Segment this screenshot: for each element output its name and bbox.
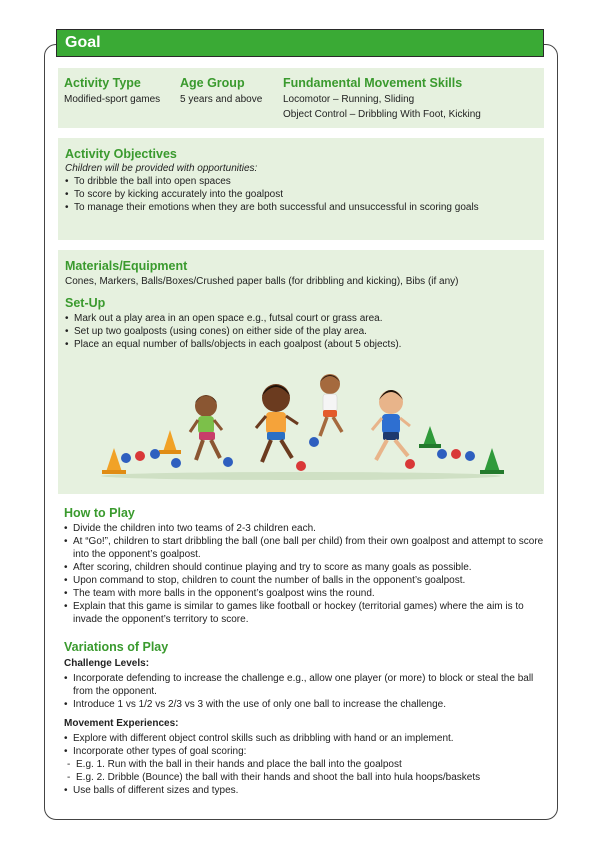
list-item: • To score by kicking accurately into the goalpost (65, 188, 537, 201)
objectives-panel (58, 138, 544, 240)
cone-icon (419, 426, 441, 448)
materials-text: Cones, Markers, Balls/Boxes/Crushed paper balls (for dribbling and kicking), Bibs (if any) (65, 276, 459, 287)
list-item: • Explore with different object control skills such as dribbling with hand or an implement. (64, 732, 544, 745)
list-item: • The team with more balls in the opponent’s goalpost wins the round. (64, 587, 544, 600)
how-to-play-list (64, 522, 544, 626)
setup-heading: Set-Up (65, 296, 106, 310)
ground-line (101, 472, 501, 480)
ball-icon (437, 449, 447, 459)
fms-line: Object Control – Dribbling With Foot, Kicking (283, 109, 481, 120)
play-illustration (66, 366, 536, 486)
ball-icon (309, 437, 319, 447)
ball-icon (135, 451, 145, 461)
objectives-list (65, 175, 537, 214)
activity-type-block (64, 76, 160, 106)
child-figure (372, 390, 410, 460)
age-group-block (180, 76, 262, 106)
setup-panel (58, 250, 544, 494)
list-item: • Upon command to stop, children to count the number of balls in the opponent’s goalpost. (64, 574, 544, 587)
activity-type-value: Modified-sport games (64, 94, 161, 105)
activity-type-label: Activity Type (64, 76, 141, 90)
challenge-list (64, 672, 544, 711)
movement-heading: Movement Experiences: (64, 718, 179, 729)
list-item: • Use balls of different sizes and types. (64, 784, 544, 797)
movement-list (64, 732, 544, 797)
setup-list (65, 312, 537, 351)
cone-icon (480, 448, 504, 474)
materials-heading: Materials/Equipment (65, 259, 188, 273)
how-to-play-section (64, 506, 544, 626)
list-item: • Divide the children into two teams of 2-3 children each. (64, 522, 544, 535)
sub-list-item: - E.g. 1. Run with the ball in their hands and place the ball into the goalpost (64, 758, 544, 771)
age-group-label: Age Group (180, 76, 245, 90)
list-item: • Explain that this game is similar to games like football or hockey (territorial games) where the aim is to invade the opponent’s territory to score. (64, 600, 544, 626)
how-to-play-heading: How to Play (64, 506, 135, 520)
info-panel (58, 68, 544, 128)
ball-icon (223, 457, 233, 467)
objectives-heading: Activity Objectives (65, 147, 177, 161)
variations-heading: Variations of Play (64, 640, 169, 654)
cone-icon (159, 430, 181, 454)
ball-icon (451, 449, 461, 459)
page-title: Goal (56, 29, 544, 57)
age-group-value: 5 years and above (180, 94, 263, 105)
fms-label: Fundamental Movement Skills (283, 76, 463, 90)
ball-icon (121, 453, 131, 463)
list-item: • To manage their emotions when they are both successful and unsuccessful in scoring goals (65, 201, 537, 214)
list-item: • Introduce 1 vs 1/2 vs 2/3 vs 3 with the use of only one ball to increase the challenge. (64, 698, 544, 711)
sub-list-item: - E.g. 2. Dribble (Bounce) the ball with their hands and shoot the ball into hula hoops/baskets (64, 771, 544, 784)
child-figure (190, 395, 222, 460)
challenge-heading: Challenge Levels: (64, 658, 150, 669)
ball-icon (171, 458, 181, 468)
list-item: • At “Go!”, children to start dribbling the ball (one ball per child) from their own goalpost and attempt to score into the opponent’s goalpost. (64, 535, 544, 561)
variations-section (64, 640, 544, 797)
list-item: • Incorporate defending to increase the challenge e.g., allow one player (or more) to block or steal the ball from the opponent. (64, 672, 544, 698)
ball-icon (150, 449, 160, 459)
fms-block (283, 76, 481, 121)
ball-icon (465, 451, 475, 461)
list-item: • Set up two goalposts (using cones) on either side of the play area. (65, 325, 537, 338)
list-item: • After scoring, children should continue playing and try to score as many goals as possible. (64, 561, 544, 574)
ball-icon (405, 459, 415, 469)
ball-icon (296, 461, 306, 471)
fms-line: Locomotor – Running, Sliding (283, 94, 415, 105)
list-item: • Mark out a play area in an open space e.g., futsal court or grass area. (65, 312, 537, 325)
list-item: • Incorporate other types of goal scoring: (64, 745, 544, 758)
objectives-intro: Children will be provided with opportunities: (65, 163, 258, 174)
child-figure (320, 374, 342, 436)
list-item: • Place an equal number of balls/objects in each goalpost (about 5 objects). (65, 338, 537, 351)
child-figure (256, 384, 298, 462)
list-item: • To dribble the ball into open spaces (65, 175, 537, 188)
